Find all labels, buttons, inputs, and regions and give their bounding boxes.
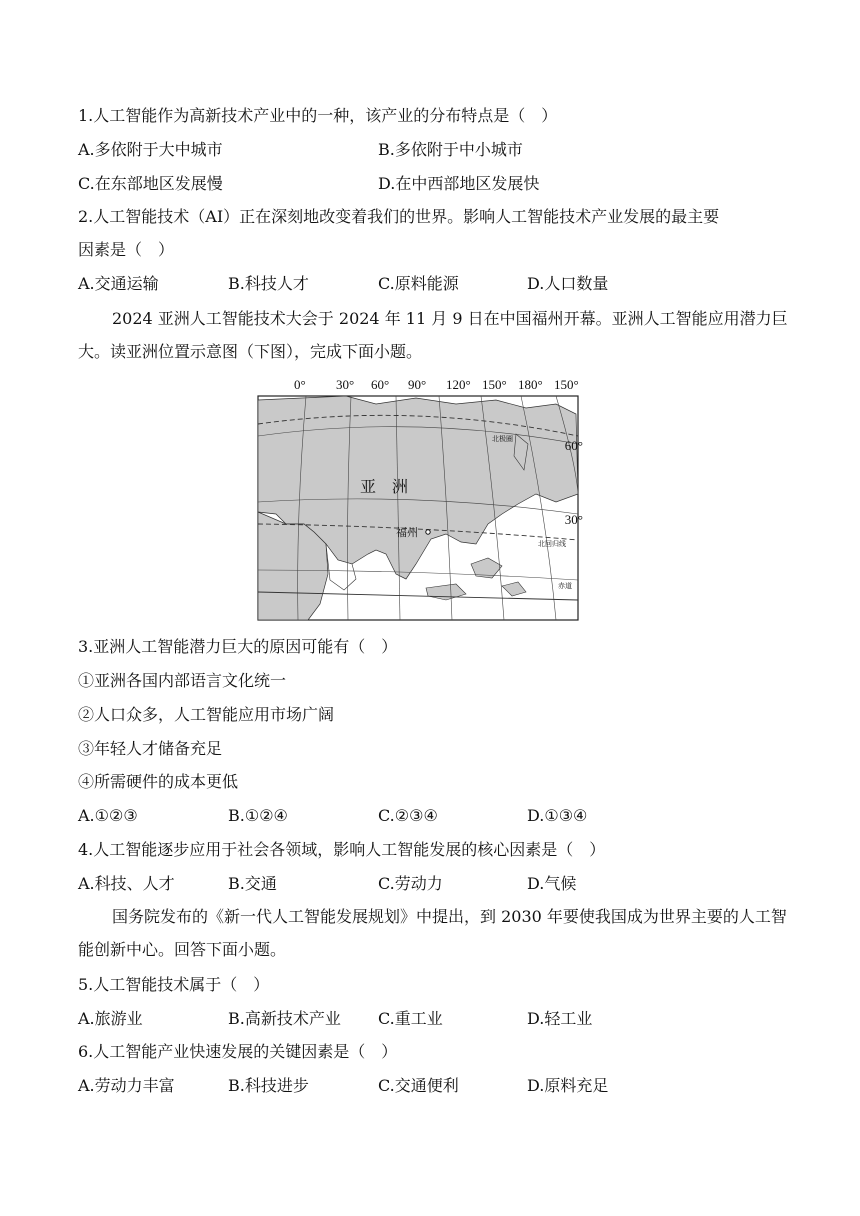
- lat-label-60: 60°: [564, 438, 583, 453]
- q4-option-c: C.劳动力: [378, 874, 443, 893]
- q6-stem: 6.人工智能产业快速发展的关键因素是（ ）: [78, 1042, 398, 1061]
- lon-label-150w: 150°: [554, 377, 579, 392]
- lat-label-30: 30°: [564, 512, 583, 527]
- q6-option-b: B.科技进步: [228, 1076, 309, 1095]
- q3-item-4: ④所需硬件的成本更低: [78, 772, 239, 791]
- lon-label-0: 0°: [294, 377, 306, 392]
- q1-stem: 1.人工智能作为高新技术产业中的一种，该产业的分布特点是（ ）: [78, 106, 558, 125]
- arctic-circle-label: 北极圈: [492, 435, 513, 443]
- lon-label-90: 90°: [408, 377, 427, 392]
- lon-label-60: 60°: [371, 377, 390, 392]
- q6-option-d: D.原料充足: [527, 1076, 609, 1095]
- asia-location-map: [256, 374, 586, 624]
- q2-stem-line1: 2.人工智能技术（AI）正在深刻地改变着我们的世界。影响人工智能技术产业发展的最主要: [78, 207, 720, 226]
- q3-option-c: C.②③④: [378, 806, 438, 825]
- passage-2: 国务院发布的《新一代人工智能发展规划》中提出，到 2030 年要使我国成为世界主要的人工智能创新中心。回答下面小题。: [78, 907, 787, 959]
- q4-option-b: B.交通: [228, 874, 277, 893]
- q6-option-c: C.交通便利: [378, 1076, 459, 1095]
- q5-stem: 5.人工智能技术属于（ ）: [78, 975, 270, 994]
- q4-option-d: D.气候: [527, 874, 577, 893]
- q2-option-a: A.交通运输: [78, 274, 159, 293]
- q3-item-3: ③年轻人才储备充足: [78, 739, 223, 758]
- q5-option-c: C.重工业: [378, 1009, 443, 1028]
- passage-1: 2024 亚洲人工智能技术大会于 2024 年 11 月 9 日在中国福州开幕。亚洲人工智能应用潜力巨大。读亚洲位置示意图（下图），完成下面小题。: [78, 309, 788, 361]
- q6-option-a: A.劳动力丰富: [78, 1076, 175, 1095]
- q2-option-b: B.科技人才: [228, 274, 309, 293]
- lon-label-180: 180°: [518, 377, 543, 392]
- asia-map-figure: [256, 374, 586, 624]
- q2-option-d: D.人口数量: [527, 274, 609, 293]
- q4-stem: 4.人工智能逐步应用于社会各领域，影响人工智能发展的核心因素是（ ）: [78, 840, 606, 859]
- q3-option-a: A.①②③: [78, 806, 138, 825]
- equator-label: 赤道: [558, 582, 572, 590]
- q1-option-c: C.在东部地区发展慢: [78, 174, 223, 193]
- q3-option-d: D.①③④: [527, 806, 588, 825]
- q3-item-2: ②人口众多，人工智能应用市场广阔: [78, 705, 335, 724]
- q5-option-b: B.高新技术产业: [228, 1009, 341, 1028]
- q2-stem-line2: 因素是（ ）: [78, 240, 175, 259]
- q3-item-1: ①亚洲各国内部语言文化统一: [78, 671, 287, 690]
- q1-option-b: B.多依附于中小城市: [378, 140, 523, 159]
- q1-option-d: D.在中西部地区发展快: [378, 174, 540, 193]
- lon-label-30: 30°: [336, 377, 355, 392]
- q5-option-a: A.旅游业: [78, 1009, 143, 1028]
- lon-label-150: 150°: [482, 377, 507, 392]
- fuzhou-point: [426, 530, 430, 534]
- q2-option-c: C.原料能源: [378, 274, 459, 293]
- q3-stem: 3.亚洲人工智能潜力巨大的原因可能有（ ）: [78, 637, 398, 656]
- q5-option-d: D.轻工业: [527, 1009, 593, 1028]
- q4-option-a: A.科技、人才: [78, 874, 175, 893]
- asia-label: 亚 洲: [360, 477, 409, 496]
- fuzhou-label: 福州: [396, 526, 418, 539]
- lon-label-120: 120°: [446, 377, 471, 392]
- q3-option-b: B.①②④: [228, 806, 288, 825]
- tropic-label: 北回归线: [538, 540, 566, 548]
- q1-option-a: A.多依附于大中城市: [78, 140, 223, 159]
